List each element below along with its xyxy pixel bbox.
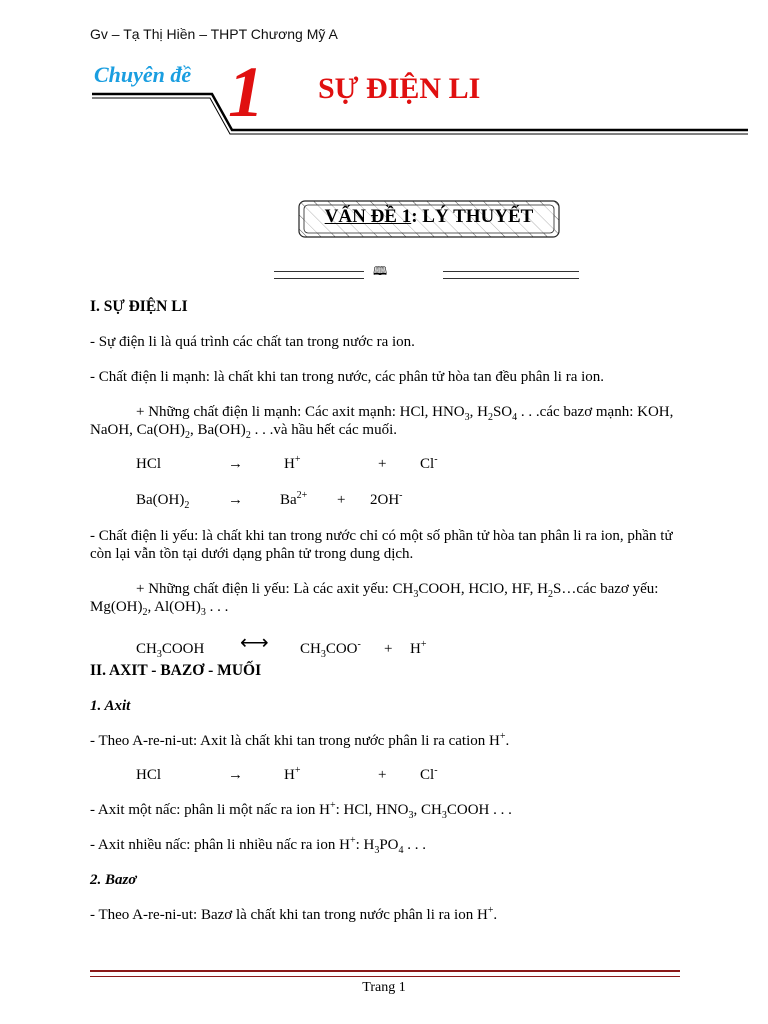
document-body xyxy=(90,292,682,924)
paragraph-strong-list: + Những chất điện li mạnh: Các axit mạnh: HCl, $HNO_3$, $H_2SO_4$ . . .các bazơ mạnh: KOH, NaOH, $Ca(OH)_2$, $Ba(OH)_2$ . . .và hầu hết các muối. xyxy=(90,404,674,441)
equation-ch3cooh: $CH_3COOH$ ⟷ $CH_3COO^-$ + H+ xyxy=(136,632,427,660)
chapter-title: SỰ ĐIỆN LI xyxy=(318,72,481,105)
chapter-label: Chuyên đề xyxy=(94,62,192,87)
paragraph-axit-definition: - Theo A-re-ni-ut: Axit là chất khi tan trong nước phân li ra cation H+. xyxy=(90,731,510,749)
separator-right xyxy=(443,271,579,279)
paragraph-strong-electrolyte: - Chất điện li mạnh: là chất khi tan trong nước, các phân tử hòa tan đều phân li ra ion. xyxy=(90,369,605,385)
section-box-rest: : LÝ THUYẾT xyxy=(411,206,534,227)
heading-su-dien-li: I. SỰ ĐIỆN LI xyxy=(90,298,188,315)
section-box-title xyxy=(298,206,560,228)
section-box-number: VẤN ĐỀ 1 xyxy=(324,206,412,227)
paragraph-polyprotic: - Axit nhiều nấc: phân li nhiều nấc ra ion H+: $H_3PO_4$ . . . xyxy=(90,835,427,856)
heading-axit-bazo-muoi: II. AXIT - BAZƠ - MUỐI xyxy=(90,662,262,679)
paragraph-definition: - Sự điện li là quá trình các chất tan trong nước ra ion. xyxy=(90,334,415,350)
heading-bazo: 2. Bazơ xyxy=(90,872,137,888)
chapter-number: 1 xyxy=(228,52,264,132)
equation-baoh2: $Ba(OH)_2$ → $Ba^{2+}$ + 2OH- xyxy=(136,490,403,511)
book-icon: 🕮 xyxy=(373,264,388,278)
separator-left xyxy=(274,271,364,279)
page-number: Trang 1 xyxy=(362,980,406,995)
paragraph-monoprotic: - Axit một nấc: phân li một nấc ra ion H+: HCl, $HNO_3$, $CH_3COOH$ . . . xyxy=(90,800,512,821)
equation-hcl-2: HCl → H+ + Cl- xyxy=(136,765,438,783)
equation-hcl: HCl → H+ + Cl- xyxy=(136,454,438,472)
author-header: Gv – Tạ Thị Hiền – THPT Chương Mỹ A xyxy=(90,26,338,42)
footer-rule xyxy=(90,970,680,977)
equilibrium-arrow-icon: ⟷ xyxy=(240,632,269,654)
heading-axit: 1. Axit xyxy=(90,698,131,714)
paragraph-bazo-definition: - Theo A-re-ni-ut: Bazơ là chất khi tan trong nước phân li ra ion H+. xyxy=(90,905,498,923)
paragraph-weak-electrolyte: - Chất điện li yếu: là chất khi tan trong nước chỉ có một số phần tử hòa tan phân li ra ion, phần tử còn lại vẫn tồn tại dưới dạng phân tử trong dung dịch. xyxy=(90,528,673,562)
paragraph-weak-list: + Những chất điện li yếu: Là các axit yếu: $CH_3COOH$, HClO, HF, $H_2S\dots các$ bazơ yếu: $Mg(OH)_2$, $Al(OH)_3$ . . . xyxy=(90,581,659,618)
